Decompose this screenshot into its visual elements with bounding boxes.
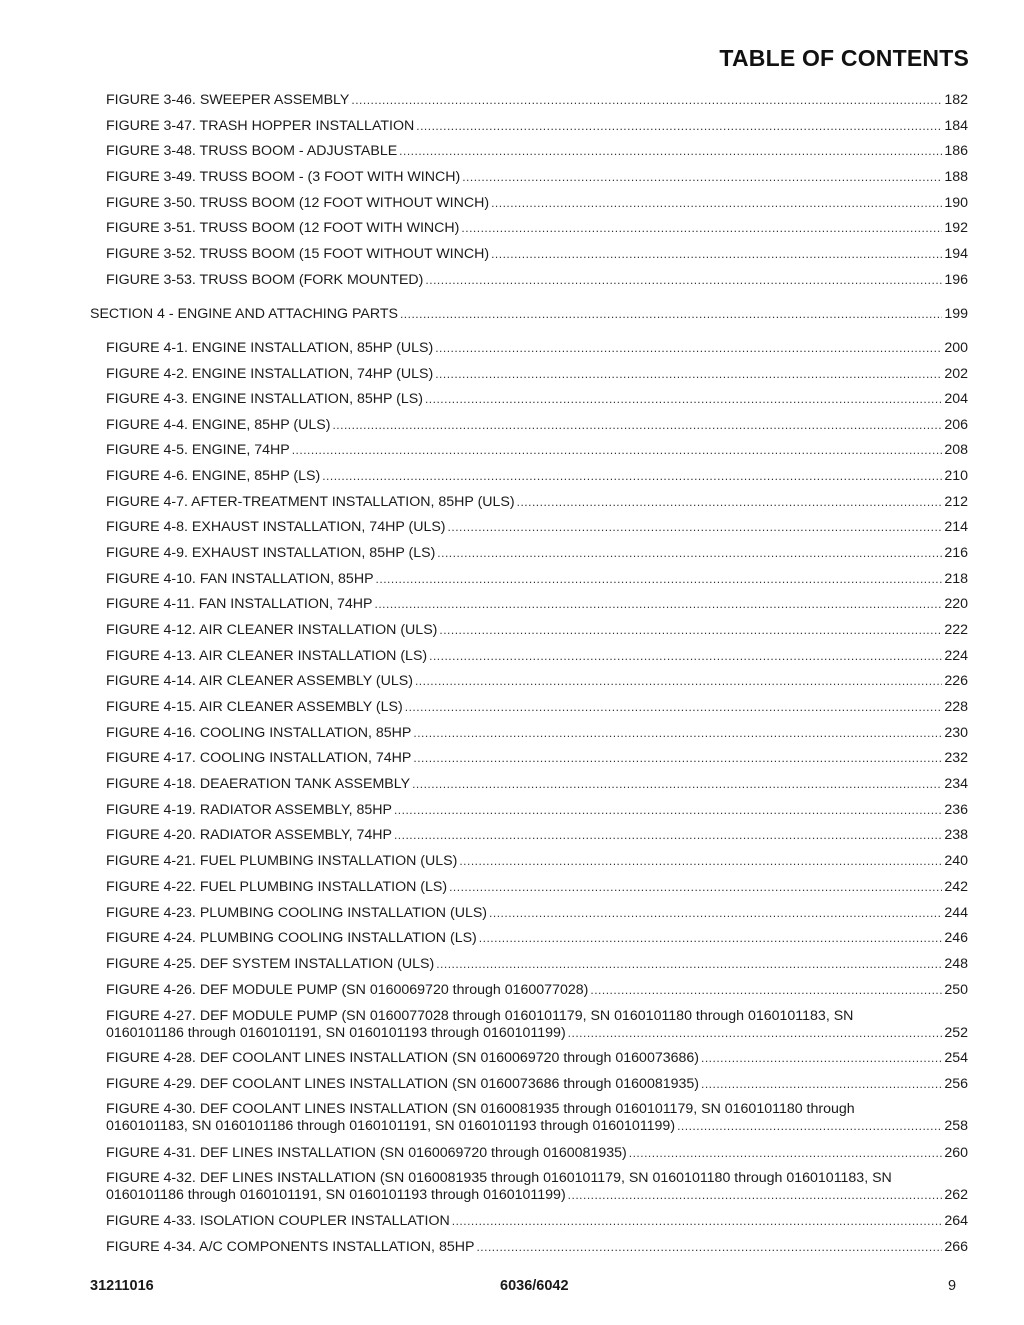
toc-figure-entry[interactable] <box>106 571 968 588</box>
dot-leader <box>449 879 942 896</box>
entry-title: FIGURE 3-53. TRUSS BOOM (FORK MOUNTED) <box>106 272 424 288</box>
entry-page-number: 192 <box>944 220 968 236</box>
entry-title: 0160101183, SN 0160101186 through 0160101191, SN 0160101193 through 0160101199) <box>106 1118 676 1134</box>
toc-figure-entry[interactable] <box>106 391 968 408</box>
toc-figure-entry[interactable] <box>106 853 968 870</box>
entry-title: FIGURE 4-7. AFTER-TREATMENT INSTALLATION, 85HP (ULS) <box>106 494 515 510</box>
toc-figure-entry[interactable] <box>106 118 968 135</box>
entry-title: FIGURE 4-10. FAN INSTALLATION, 85HP <box>106 571 374 587</box>
entry-title: FIGURE 3-49. TRUSS BOOM - (3 FOOT WITH WINCH) <box>106 169 461 185</box>
entry-page-number: 238 <box>944 827 968 843</box>
dot-leader <box>429 648 942 665</box>
toc-figure-entry[interactable] <box>106 494 968 511</box>
entry-page-number: 182 <box>944 92 968 108</box>
entry-title: SECTION 4 - ENGINE AND ATTACHING PARTS <box>90 306 398 322</box>
dot-leader <box>413 750 942 767</box>
entry-page-number: 188 <box>944 169 968 185</box>
dot-leader <box>439 622 942 639</box>
entry-page-number: 264 <box>944 1213 968 1229</box>
entry-title: FIGURE 4-18. DEAERATION TANK ASSEMBLY <box>106 776 411 792</box>
toc-figure-entry[interactable] <box>106 468 968 485</box>
entry-title: FIGURE 4-5. ENGINE, 74HP <box>106 442 290 458</box>
entry-title-line1: FIGURE 4-30. DEF COOLANT LINES INSTALLATION (SN 0160081935 through 0160101179, SN 0160101180 through <box>106 1101 855 1117</box>
toc-figure-entry[interactable] <box>106 272 968 289</box>
entry-page-number: 210 <box>944 468 968 484</box>
dot-leader <box>568 1187 943 1204</box>
entry-title: FIGURE 4-6. ENGINE, 85HP (LS) <box>106 468 321 484</box>
dot-leader <box>517 494 943 511</box>
entry-page-number: 240 <box>944 853 968 869</box>
toc-figure-entry[interactable] <box>106 442 968 459</box>
entry-title: FIGURE 4-15. AIR CLEANER ASSEMBLY (LS) <box>106 699 403 715</box>
dot-leader <box>416 118 942 135</box>
dot-leader <box>491 246 942 263</box>
dot-leader <box>701 1076 942 1093</box>
dot-leader <box>400 306 942 323</box>
entry-page-number: 199 <box>944 306 968 322</box>
entry-title: FIGURE 3-47. TRASH HOPPER INSTALLATION <box>106 118 415 134</box>
dot-leader <box>437 545 942 562</box>
entry-title: FIGURE 3-46. SWEEPER ASSEMBLY <box>106 92 350 108</box>
toc-figure-entry[interactable] <box>106 802 968 819</box>
entry-title: FIGURE 4-1. ENGINE INSTALLATION, 85HP (ULS) <box>106 340 434 356</box>
entry-title: FIGURE 3-50. TRUSS BOOM (12 FOOT WITHOUT WINCH) <box>106 195 490 211</box>
entry-title: FIGURE 3-48. TRUSS BOOM - ADJUSTABLE <box>106 143 398 159</box>
entry-title: FIGURE 4-4. ENGINE, 85HP (ULS) <box>106 417 331 433</box>
toc-figure-entry[interactable] <box>106 930 968 947</box>
dot-leader <box>448 519 943 536</box>
toc-figure-entry[interactable] <box>106 92 968 109</box>
toc-figure-entry[interactable] <box>106 776 968 793</box>
entry-page-number: 218 <box>944 571 968 587</box>
entry-page-number: 222 <box>944 622 968 638</box>
entry-page-number: 256 <box>944 1076 968 1092</box>
entry-title: FIGURE 4-31. DEF LINES INSTALLATION (SN 0160069720 through 0160081935) <box>106 1145 627 1161</box>
dot-leader <box>435 366 942 383</box>
toc-figure-entry[interactable] <box>106 545 968 562</box>
entry-page-number: 212 <box>944 494 968 510</box>
entry-title: FIGURE 4-23. PLUMBING COOLING INSTALLATION (ULS) <box>106 905 488 921</box>
toc-figure-entry[interactable] <box>106 673 968 690</box>
entry-page-number: 266 <box>944 1239 968 1255</box>
entry-page-number: 214 <box>944 519 968 535</box>
entry-title: 0160101186 through 0160101191, SN 0160101193 through 0160101199) <box>106 1187 566 1203</box>
entry-page-number: 234 <box>944 776 968 792</box>
dot-leader <box>435 340 942 357</box>
dot-leader <box>629 1145 943 1162</box>
dot-leader <box>405 699 943 716</box>
entry-title: FIGURE 4-22. FUEL PLUMBING INSTALLATION (LS) <box>106 879 448 895</box>
entry-page-number: 226 <box>944 673 968 689</box>
toc-figure-entry[interactable] <box>106 596 968 613</box>
entry-page-number: 262 <box>944 1187 968 1203</box>
entry-title: FIGURE 4-13. AIR CLEANER INSTALLATION (LS) <box>106 648 428 664</box>
entry-page-number: 206 <box>944 417 968 433</box>
document-number: 31211016 <box>90 1278 154 1294</box>
toc-figure-entry[interactable] <box>106 169 968 186</box>
dot-leader <box>413 725 942 742</box>
page-number: 9 <box>948 1278 957 1294</box>
entry-title: FIGURE 4-8. EXHAUST INSTALLATION, 74HP (ULS) <box>106 519 446 535</box>
toc-figure-entry[interactable] <box>106 366 968 383</box>
dot-leader <box>590 982 942 999</box>
entry-title: FIGURE 4-11. FAN INSTALLATION, 74HP <box>106 596 373 612</box>
toc-figure-entry[interactable] <box>106 879 968 896</box>
entry-title: FIGURE 4-33. ISOLATION COUPLER INSTALLATION <box>106 1213 450 1229</box>
toc-figure-entry[interactable] <box>106 143 968 160</box>
dot-leader <box>461 220 942 237</box>
entry-title: FIGURE 4-2. ENGINE INSTALLATION, 74HP (ULS) <box>106 366 434 382</box>
dot-leader <box>452 1213 943 1230</box>
model-number: 6036/6042 <box>500 1278 569 1294</box>
entry-title: FIGURE 4-9. EXHAUST INSTALLATION, 85HP (LS) <box>106 545 436 561</box>
entry-title: FIGURE 4-24. PLUMBING COOLING INSTALLATION (LS) <box>106 930 477 946</box>
dot-leader <box>701 1050 942 1067</box>
dot-leader <box>351 92 942 109</box>
toc-figure-entry[interactable] <box>106 1050 968 1067</box>
toc-figure-entry[interactable] <box>106 1145 968 1162</box>
entry-title: FIGURE 4-19. RADIATOR ASSEMBLY, 85HP <box>106 802 392 818</box>
dot-leader <box>489 905 942 922</box>
entry-page-number: 244 <box>944 905 968 921</box>
dot-leader <box>376 571 943 588</box>
dot-leader <box>394 827 942 844</box>
entry-page-number: 220 <box>944 596 968 612</box>
entry-title: FIGURE 4-12. AIR CLEANER INSTALLATION (ULS) <box>106 622 438 638</box>
dot-leader <box>479 930 943 947</box>
toc-figure-entry[interactable] <box>106 246 968 263</box>
dot-leader <box>459 853 942 870</box>
toc-figure-entry[interactable] <box>106 905 968 922</box>
toc-figure-entry[interactable] <box>106 1170 968 1204</box>
dot-leader <box>491 195 942 212</box>
entry-page-number: 200 <box>944 340 968 356</box>
toc-figure-entry[interactable] <box>106 827 968 844</box>
entry-title: FIGURE 4-20. RADIATOR ASSEMBLY, 74HP <box>106 827 392 843</box>
entry-page-number: 260 <box>944 1145 968 1161</box>
entry-page-number: 236 <box>944 802 968 818</box>
toc-figure-entry[interactable] <box>106 648 968 665</box>
dot-leader <box>332 417 942 434</box>
entry-title-line1: FIGURE 4-27. DEF MODULE PUMP (SN 0160077028 through 0160101179, SN 0160101180 through 0160101183, SN <box>106 1008 854 1024</box>
entry-page-number: 194 <box>944 246 968 262</box>
entry-page-number: 228 <box>944 699 968 715</box>
entry-page-number: 204 <box>944 391 968 407</box>
dot-leader <box>292 442 943 459</box>
entry-page-number: 254 <box>944 1050 968 1066</box>
entry-title: FIGURE 3-52. TRUSS BOOM (15 FOOT WITHOUT WINCH) <box>106 246 490 262</box>
toc-figure-entry[interactable] <box>106 340 968 357</box>
entry-page-number: 190 <box>944 195 968 211</box>
entry-title: FIGURE 4-29. DEF COOLANT LINES INSTALLATION (SN 0160073686 through 0160081935) <box>106 1076 700 1092</box>
entry-title: FIGURE 4-26. DEF MODULE PUMP (SN 0160069720 through 0160077028) <box>106 982 589 998</box>
toc-figure-entry[interactable] <box>106 1213 968 1230</box>
entry-title: FIGURE 4-34. A/C COMPONENTS INSTALLATION, 85HP <box>106 1239 475 1255</box>
toc-section-entry[interactable] <box>90 306 968 323</box>
entry-page-number: 184 <box>944 118 968 134</box>
dot-leader <box>677 1118 942 1135</box>
toc-figure-entry[interactable] <box>106 1101 968 1135</box>
entry-title: FIGURE 4-28. DEF COOLANT LINES INSTALLATION (SN 0160069720 through 0160073686) <box>106 1050 700 1066</box>
entry-title: FIGURE 4-25. DEF SYSTEM INSTALLATION (ULS) <box>106 956 435 972</box>
toc-figure-entry[interactable] <box>106 1076 968 1093</box>
toc-figure-entry[interactable] <box>106 750 968 767</box>
dot-leader <box>322 468 942 485</box>
toc-figure-entry[interactable] <box>106 699 968 716</box>
dot-leader <box>568 1025 943 1042</box>
dot-leader <box>394 802 942 819</box>
entry-title: FIGURE 4-17. COOLING INSTALLATION, 74HP <box>106 750 412 766</box>
entry-title: 0160101186 through 0160101191, SN 0160101193 through 0160101199) <box>106 1025 566 1041</box>
toc-figure-entry[interactable] <box>106 519 968 536</box>
toc-figure-entry[interactable] <box>106 1008 968 1042</box>
dot-leader <box>425 391 942 408</box>
entry-page-number: 250 <box>944 982 968 998</box>
entry-page-number: 224 <box>944 648 968 664</box>
toc-figure-entry[interactable] <box>106 622 968 639</box>
entry-page-number: 246 <box>944 930 968 946</box>
toc-figure-entry[interactable] <box>106 725 968 742</box>
entry-page-number: 232 <box>944 750 968 766</box>
entry-title-line1: FIGURE 4-32. DEF LINES INSTALLATION (SN 0160081935 through 0160101179, SN 0160101180 through 0160101183, SN <box>106 1170 892 1186</box>
entry-page-number: 208 <box>944 442 968 458</box>
toc-figure-entry[interactable] <box>106 1239 968 1256</box>
entry-title: FIGURE 4-21. FUEL PLUMBING INSTALLATION (ULS) <box>106 853 458 869</box>
entry-page-number: 242 <box>944 879 968 895</box>
dot-leader <box>412 776 942 793</box>
entry-page-number: 202 <box>944 366 968 382</box>
entry-page-number: 196 <box>944 272 968 288</box>
toc-figure-entry[interactable] <box>106 195 968 212</box>
entry-page-number: 186 <box>944 143 968 159</box>
entry-title: FIGURE 4-16. COOLING INSTALLATION, 85HP <box>106 725 412 741</box>
dot-leader <box>425 272 942 289</box>
toc-figure-entry[interactable] <box>106 956 968 973</box>
dot-leader <box>399 143 942 160</box>
dot-leader <box>374 596 942 613</box>
toc-figure-entry[interactable] <box>106 417 968 434</box>
toc-figure-entry[interactable] <box>106 982 968 999</box>
entry-title: FIGURE 4-3. ENGINE INSTALLATION, 85HP (LS) <box>106 391 423 407</box>
page-title: TABLE OF CONTENTS <box>719 45 969 71</box>
entry-page-number: 248 <box>944 956 968 972</box>
entry-page-number: 252 <box>944 1025 968 1041</box>
dot-leader <box>436 956 942 973</box>
toc-figure-entry[interactable] <box>106 220 968 237</box>
entry-title: FIGURE 4-14. AIR CLEANER ASSEMBLY (ULS) <box>106 673 413 689</box>
entry-page-number: 216 <box>944 545 968 561</box>
dot-leader <box>462 169 942 186</box>
entry-page-number: 230 <box>944 725 968 741</box>
entry-page-number: 258 <box>944 1118 968 1134</box>
entry-title: FIGURE 3-51. TRUSS BOOM (12 FOOT WITH WINCH) <box>106 220 460 236</box>
dot-leader <box>415 673 942 690</box>
dot-leader <box>476 1239 942 1256</box>
